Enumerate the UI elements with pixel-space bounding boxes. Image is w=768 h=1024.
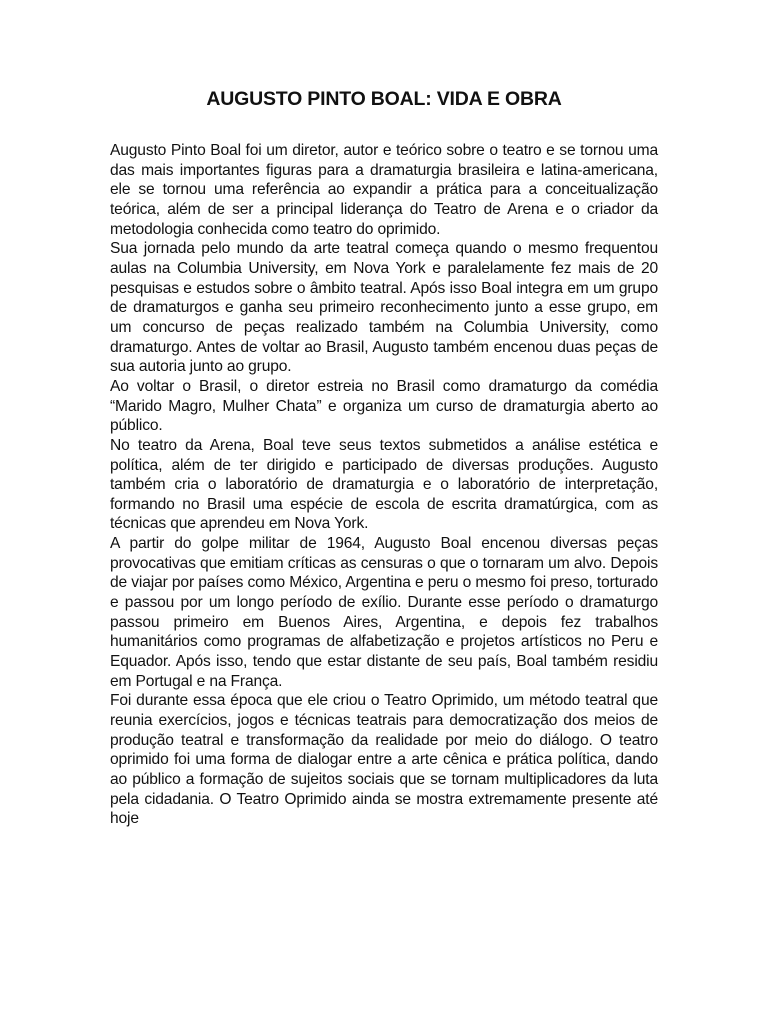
document-body <box>110 141 658 829</box>
paragraph-4: No teatro da Arena, Boal teve seus textos submetidos a análise estética e política, além de ter dirigido e participado de diversas produções. Augusto também cria o laboratório de dramaturgia e o laboratório de interpretação, formando no Brasil uma espécie de escola de escrita dramatúrgica, com as técnicas que aprendeu em Nova York. <box>110 436 658 533</box>
paragraph-6: Foi durante essa época que ele criou o Teatro Oprimido, um método teatral que reunia exercícios, jogos e técnicas teatrais para democratização dos meios de produção teatral e transformação da realidade por meio do diálogo. O teatro oprimido foi uma forma de dialogar entre a arte cênica e prática política, dando ao público a formação de sujeitos sociais que se tornam multiplicadores da luta pela cidadania. O Teatro Oprimido ainda se mostra extremamente presente até hoje <box>110 692 658 828</box>
paragraph-1: Augusto Pinto Boal foi um diretor, autor e teórico sobre o teatro e se tornou uma das mais importantes figuras para a dramaturgia brasileira e latina-americana, ele se tornou uma referência ao expandir a prática para a conceitualização teórica, além de ser a principal liderança do Teatro de Arena e o criador da metodologia conhecida como teatro do oprimido. <box>110 142 658 238</box>
paragraph-5: A partir do golpe militar de 1964, Augusto Boal encenou diversas peças provocativas que emitiam críticas as censuras o que o tornaram um alvo. Depois de viajar por países como México, Argentina e peru o mesmo foi preso, torturado e passou por um longo período de exílio. Durante esse período o dramaturgo passou primeiro em Buenos Aires, Argentina, e depois fez trabalhos humanitários como programas de alfabetização e projetos artísticos no Peru e Equador. Após isso, tendo que estar distante de seu país, Boal também residiu em Portugal e na França. <box>110 535 658 690</box>
document-title: AUGUSTO PINTO BOAL: VIDA E OBRA <box>206 88 562 110</box>
paragraph-3: Ao voltar o Brasil, o diretor estreia no Brasil como dramaturgo da comédia “Marido Magro, Mulher Chata” e organiza um curso de dramaturgia aberto ao público. <box>110 377 658 435</box>
paragraph-2: Sua jornada pelo mundo da arte teatral começa quando o mesmo frequentou aulas na Columbia University, em Nova York e paralelamente fez mais de 20 pesquisas e estudos sobre o âmbito teatral. Após isso Boal integra em um grupo de dramaturgos e ganha seu primeiro reconhecimento junto a esse grupo, em um concurso de peças realizado também na Columbia University, como dramaturgo. Antes de voltar ao Brasil, Augusto também encenou duas peças de sua autoria junto ao grupo. <box>110 240 658 376</box>
